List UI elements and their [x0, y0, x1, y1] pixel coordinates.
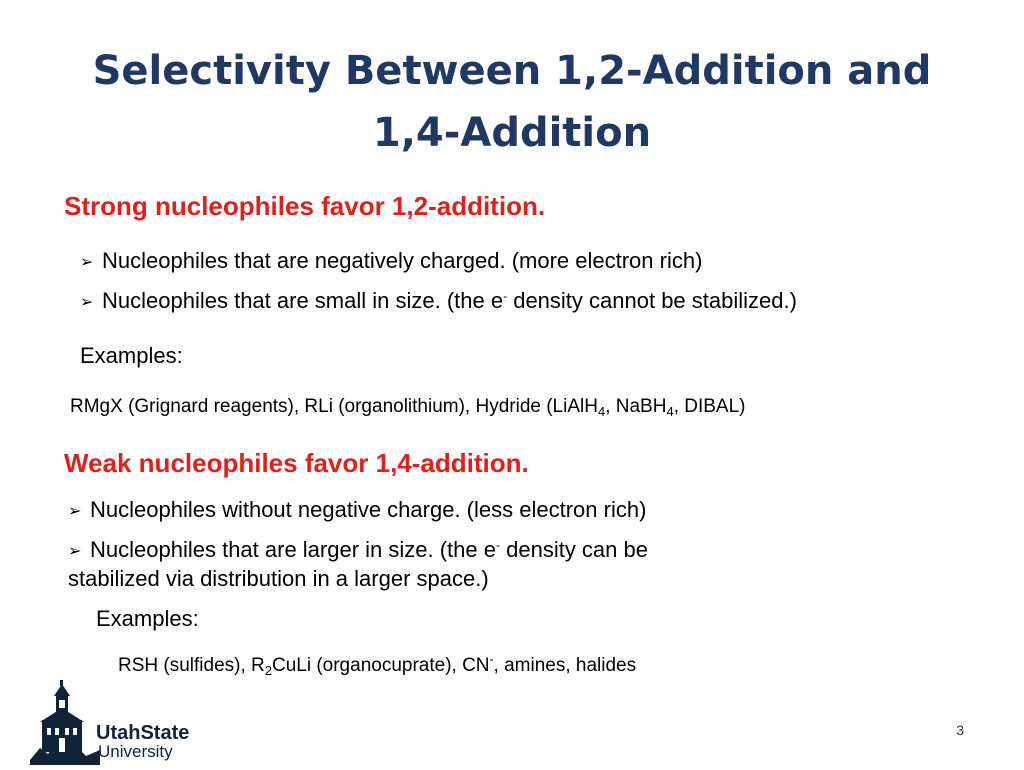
- page-number: 3: [956, 722, 964, 738]
- weak-examples-text: RSH (sulfides), $R_2CuLi$ (organocuprate), CN-, amines, halides: [118, 652, 637, 678]
- strong-examples-label: Examples:: [80, 343, 183, 368]
- weak-bullet-2: ➢ Nucleophiles that are larger in size. (the e- density can be: [68, 528, 648, 569]
- old-main-building-icon: [30, 680, 100, 765]
- arrow-bullet-icon: ➢: [68, 503, 82, 520]
- weak-bullet-2-continued: stabilized via distribution in a larger space.): [68, 566, 489, 591]
- weak-examples-label: Examples:: [96, 606, 199, 631]
- arrow-bullet-icon: ➢: [80, 254, 94, 271]
- logo-wordmark-line-2: University: [98, 742, 173, 761]
- strong-examples-text: RMgX (Grignard reagents), RLi (organolithium), Hydride (LiAlH$_4$, NaBH$_4$, DIBAL): [70, 396, 746, 419]
- weak-nucleophiles-heading: Weak nucleophiles favor 1,4-addition.: [64, 448, 529, 478]
- strong-nucleophiles-heading: Strong nucleophiles favor 1,2-addition.: [64, 191, 546, 221]
- arrow-bullet-icon: ➢: [80, 294, 94, 311]
- title-line-2: 1,4-Addition: [372, 110, 652, 156]
- strong-bullet-1: [80, 244, 702, 280]
- title-line-1: Selectivity Between 1,2-Addition and: [92, 48, 932, 94]
- strong-bullet-1-text: Nucleophiles that are negatively charged. (more electron rich): [102, 248, 703, 273]
- strong-bullet-2: ➢ Nucleophiles that are small in size. (the e- density cannot be stabilized.): [80, 279, 797, 320]
- weak-bullet-1: ➢ Nucleophiles without negative charge. (less electron rich): [68, 493, 646, 529]
- logo-wordmark-line-1: UtahState: [96, 722, 190, 744]
- arrow-bullet-icon: ➢: [68, 543, 82, 560]
